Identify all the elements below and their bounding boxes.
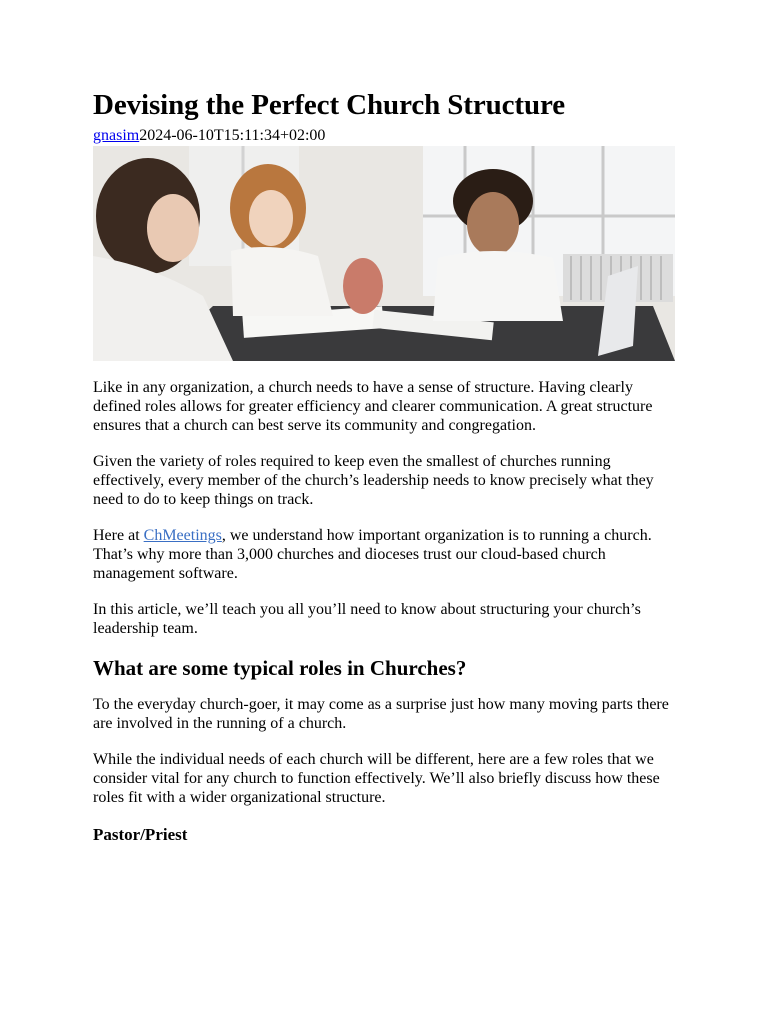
- article-title: Devising the Perfect Church Structure: [93, 89, 566, 121]
- paragraph-intro: Like in any organization, a church needs to have a sense of structure. Having clearly defined roles allows for greater efficiency and clearer communication. A great structure ensures that a church can best serve its community and congregation.: [93, 379, 653, 434]
- paragraph-chmeetings-after: , we understand how important organization is to running a church. That’s why more than 3,000 churches and dioceses trust our cloud-based church management software.: [93, 527, 652, 582]
- paragraph-vital-roles: While the individual needs of each church will be different, here are a few roles that we consider vital for any church to function effectively. We’ll also briefly discuss how these roles fit with a wider organizational structure.: [93, 751, 660, 806]
- subheading-pastor-priest: Pastor/Priest: [93, 825, 188, 844]
- paragraph-chmeetings: [93, 526, 675, 583]
- paragraph-church-goer: To the everyday church-goer, it may come as a surprise just how many moving parts there are involved in the running of a church.: [93, 696, 669, 732]
- article: [93, 86, 675, 846]
- paragraph-chmeetings-before: Here at: [93, 527, 144, 544]
- article-meta: [93, 126, 675, 146]
- publish-date: 2024-06-10T15:11:34+02:00: [139, 127, 326, 144]
- hero-photo-illustration: [93, 146, 675, 361]
- paragraph-roles: Given the variety of roles required to keep even the smallest of churches running effectively, every member of the church’s leadership needs to know precisely what they need to do to keep things on track.: [93, 453, 654, 508]
- section-heading-typical-roles: What are some typical roles in Churches?: [93, 656, 467, 680]
- paragraph-article-scope: In this article, we’ll teach you all you’ll need to know about structuring your church’s leadership team.: [93, 601, 641, 637]
- hero-image: [93, 146, 675, 361]
- chmeetings-link[interactable]: ChMeetings: [143, 527, 222, 544]
- author-link[interactable]: gnasim: [93, 127, 140, 144]
